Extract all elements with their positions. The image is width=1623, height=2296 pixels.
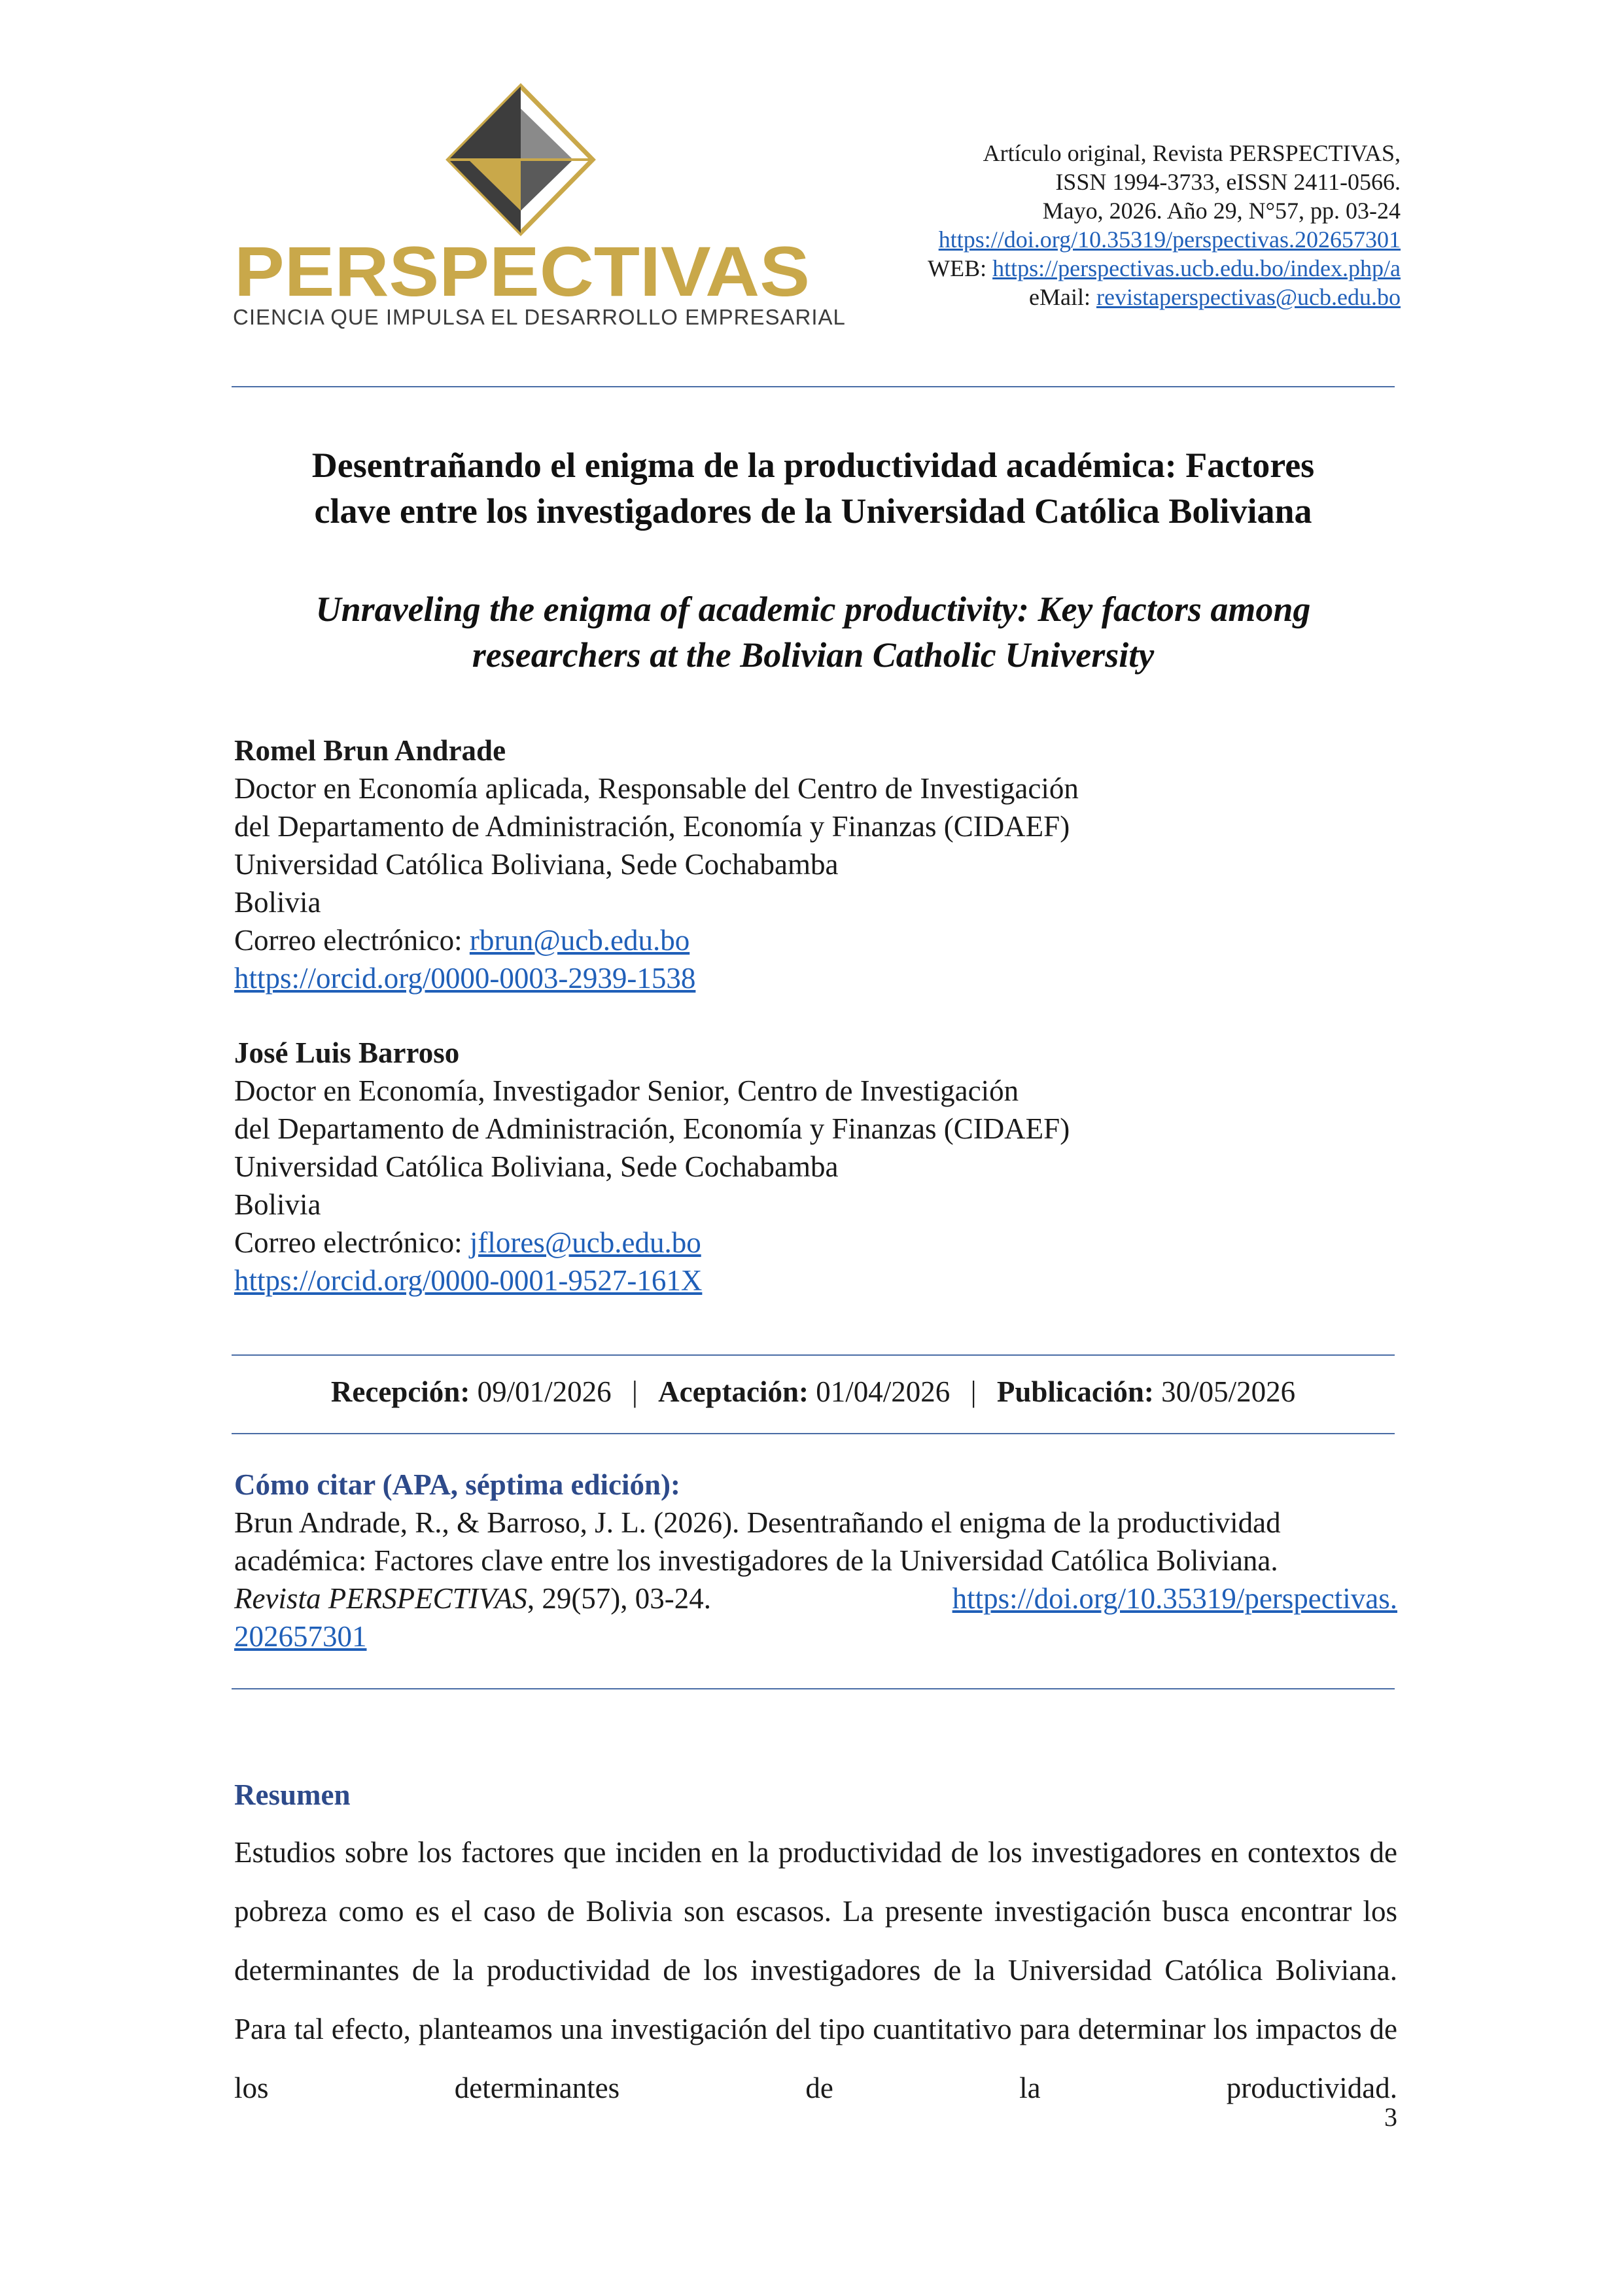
- author-orcid-link[interactable]: https://orcid.org/0000-0003-2939-1538: [234, 962, 696, 995]
- title-en-line: researchers at the Bolivian Catholic University: [472, 635, 1155, 675]
- title-en-line: Unraveling the enigma of academic productivity: Key factors among: [315, 590, 1311, 629]
- citation-volume: , 29(57), 03-24.: [527, 1582, 712, 1615]
- publication-date: 30/05/2026: [1161, 1375, 1296, 1408]
- header-issn: ISSN 1994-3733, eISSN 2411-0566.: [1055, 169, 1401, 195]
- title-es-line: clave entre los investigadores de la Universidad Católica Boliviana: [314, 491, 1312, 531]
- date-separator: |: [631, 1375, 638, 1408]
- acceptance-label: Aceptación:: [658, 1375, 809, 1408]
- author-block: [234, 1034, 1397, 1299]
- journal-wordmark: [234, 233, 810, 306]
- publication-label: Publicación:: [996, 1375, 1154, 1408]
- author-country: Bolivia: [234, 886, 321, 919]
- author-institution: Universidad Católica Boliviana, Sede Cochabamba: [234, 1150, 839, 1183]
- header-web-link[interactable]: https://perspectivas.ucb.edu.bo/index.php/a: [992, 255, 1401, 281]
- abstract-heading: Resumen: [234, 1778, 351, 1811]
- citation-doi-link[interactable]: https://doi.org/10.35319/perspectivas.: [952, 1582, 1397, 1615]
- author-email-link[interactable]: jflores@ucb.edu.bo: [469, 1226, 701, 1259]
- author-institution: Universidad Católica Boliviana, Sede Cochabamba: [234, 848, 839, 881]
- author-affiliation: Doctor en Economía aplicada, Responsable del Centro de Investigación: [234, 772, 1079, 805]
- page-number: 3: [1384, 2102, 1397, 2132]
- dates-bottom-divider: [232, 1433, 1395, 1434]
- header-email-link[interactable]: revistaperspectivas@ucb.edu.bo: [1096, 284, 1401, 310]
- header-article-type: Artículo original, Revista PERSPECTIVAS,: [983, 140, 1401, 166]
- author-affiliation: Doctor en Economía, Investigador Senior, Centro de Investigación: [234, 1074, 1019, 1107]
- citation-divider: [232, 1688, 1395, 1689]
- article-title-es: [232, 442, 1395, 534]
- article-title-en: [232, 586, 1395, 678]
- header-divider: [232, 386, 1395, 387]
- journal-tagline: CIENCIA QUE IMPULSA EL DESARROLLO EMPRESARIAL: [233, 305, 846, 329]
- author-country: Bolivia: [234, 1188, 321, 1221]
- citation-body: [234, 1504, 1397, 1655]
- citation-heading: Cómo citar (APA, séptima edición):: [234, 1468, 680, 1501]
- author-email-label: Correo electrónico:: [234, 924, 470, 957]
- wordmark-text: PERSPECTIVAS: [234, 233, 810, 306]
- journal-logo-icon: [442, 82, 599, 253]
- author-email-label: Correo electrónico:: [234, 1226, 470, 1259]
- publication-dates: [232, 1373, 1395, 1411]
- header-issue: Mayo, 2026. Año 29, N°57, pp. 03-24: [1042, 198, 1401, 224]
- author-email-link[interactable]: rbrun@ucb.edu.bo: [469, 924, 690, 957]
- reception-label: Recepción:: [330, 1375, 470, 1408]
- author-block: [234, 732, 1397, 997]
- reception-date: 09/01/2026: [477, 1375, 612, 1408]
- citation-line: académica: Factores clave entre los investigadores de la Universidad Católica Boliviana.: [234, 1544, 1278, 1577]
- header-web-label: WEB:: [928, 255, 993, 281]
- author-name: Romel Brun Andrade: [234, 734, 506, 767]
- author-orcid-link[interactable]: https://orcid.org/0000-0001-9527-161X: [234, 1264, 703, 1297]
- header-email-label: eMail:: [1029, 284, 1096, 310]
- author-name: José Luis Barroso: [234, 1036, 460, 1069]
- citation-journal: Revista PERSPECTIVAS: [234, 1582, 527, 1615]
- author-affiliation: del Departamento de Administración, Economía y Finanzas (CIDAEF): [234, 810, 1070, 843]
- citation-line: [234, 1580, 1397, 1617]
- article-header-info: [746, 139, 1401, 311]
- header-doi-link[interactable]: https://doi.org/10.35319/perspectivas.202657301: [938, 226, 1401, 253]
- title-es-line: Desentrañando el enigma de la productividad académica: Factores: [311, 446, 1315, 485]
- author-affiliation: del Departamento de Administración, Economía y Finanzas (CIDAEF): [234, 1112, 1070, 1145]
- abstract-text: Estudios sobre los factores que inciden en la productividad de los investigadores en contextos de pobreza como es el caso de Bolivia son escasos. La presente investigación busca encontrar los determinantes de la productividad de los investigadores de la Universidad Católica Boliviana. Para tal efecto, planteamos una investigación del tipo cuantitativo para determinar los impactos de los determinantes de la productividad.: [234, 1836, 1397, 2104]
- dates-top-divider: [232, 1354, 1395, 1356]
- date-separator: |: [970, 1375, 977, 1408]
- citation-line: Brun Andrade, R., & Barroso, J. L. (2026). Desentrañando el enigma de la productividad: [234, 1506, 1281, 1539]
- acceptance-date: 01/04/2026: [816, 1375, 951, 1408]
- citation-doi-link-cont[interactable]: 202657301: [234, 1620, 367, 1653]
